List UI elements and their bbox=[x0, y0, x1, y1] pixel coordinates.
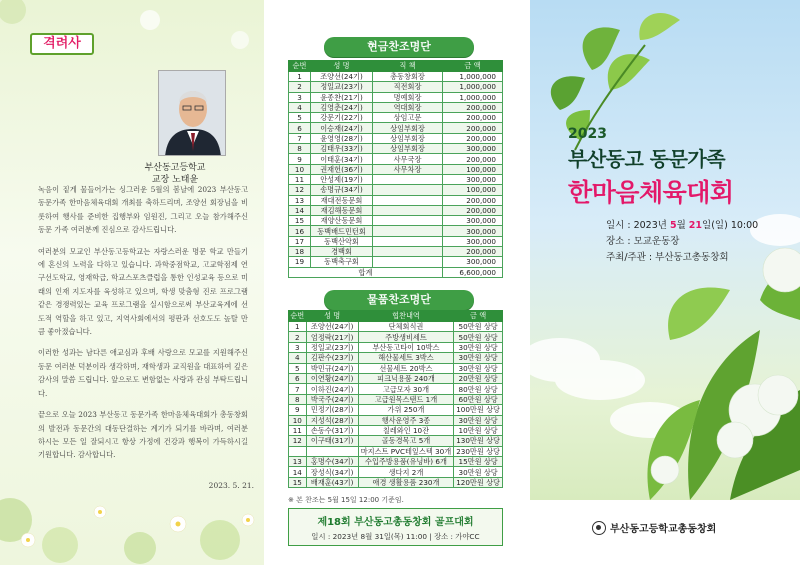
cash-donor-table bbox=[288, 60, 503, 278]
table-cell: 200,000 bbox=[443, 154, 503, 164]
column-header: 순번 bbox=[289, 61, 311, 72]
event-info bbox=[606, 218, 758, 266]
table-cell: 해산물세트 3박스 bbox=[358, 353, 454, 363]
event-title-line1: 부산동고 동문가족 bbox=[568, 147, 726, 171]
table-cell: 9 bbox=[289, 405, 307, 415]
table-cell: 30만원 상당 bbox=[454, 363, 503, 373]
total-value: 6,600,000 bbox=[443, 267, 503, 277]
table-cell: 정일교(23기) bbox=[306, 342, 358, 352]
table-cell: 50만원 상당 bbox=[454, 332, 503, 342]
table-row bbox=[289, 415, 503, 425]
table-cell: 80만원 상당 bbox=[454, 384, 503, 394]
event-year: 2023 bbox=[568, 126, 607, 142]
table-cell: 16 bbox=[289, 226, 311, 236]
table-cell: 11 bbox=[289, 174, 311, 184]
table-cell: 조양선(24기) bbox=[306, 322, 358, 332]
event-date-day: 21 bbox=[688, 220, 703, 231]
table-row bbox=[289, 247, 503, 257]
event-venue: 장소 : 모교운동장 bbox=[606, 236, 680, 247]
table-cell bbox=[373, 195, 443, 205]
golf-event-box bbox=[288, 508, 503, 546]
table-cell: 20만원 상당 bbox=[454, 373, 503, 383]
greeting-paragraph: 끝으로 오늘 2023 부산동고 동문가족 한마음체육대회가 총동창회의 발전과 동문간의 대동단결하는 계기가 되기를 바라며, 여러분 하시는 모든 일 잘되시고 항상 가정에 건강과 행복이 가득하시길 기원합니다. 감사합니다. bbox=[38, 410, 248, 460]
table-cell: 민정기(28기) bbox=[306, 405, 358, 415]
table-cell: 200,000 bbox=[443, 195, 503, 205]
greeting-date: 2023. 5. 21. bbox=[208, 481, 254, 490]
table-cell: 피크닉용품 240개 bbox=[358, 373, 454, 383]
table-total-row bbox=[289, 267, 503, 277]
donor-panel bbox=[265, 0, 530, 565]
table-row bbox=[289, 205, 503, 215]
table-cell: 애경 생활용품 230개 bbox=[358, 477, 454, 487]
cash-donor-title: 현금찬조명단 bbox=[324, 37, 474, 57]
table-cell: 8 bbox=[289, 394, 307, 404]
golf-detail: 일시 : 2023년 8월 31일(목) 11:00 | 장소 : 가야CC bbox=[311, 532, 480, 541]
table-cell: 박국주(24기) bbox=[306, 394, 358, 404]
table-row bbox=[289, 133, 503, 143]
table-cell: 안성제(19기) bbox=[311, 174, 373, 184]
table-cell: 7 bbox=[289, 133, 311, 143]
greeting-paragraph: 이러한 성과는 남다른 애교심과 후배 사랑으로 모교를 지원해주신 동문 여러분 덕분이라 생각하며, 재학생과 교직원을 대표하여 깊은 감사의 말씀 드립니다. 앞으로도 변함없는 사랑과 관심 부탁드립니다. bbox=[38, 348, 248, 398]
table-cell: 단체회식권 bbox=[358, 322, 454, 332]
golf-title: 제18회 부산동고총동창회 골프대회 bbox=[317, 517, 474, 528]
column-header: 금 액 bbox=[454, 311, 503, 322]
table-cell: 30만원 상당 bbox=[454, 353, 503, 363]
table-cell: 홍명수(34기) bbox=[306, 457, 358, 467]
table-cell: 15만원 상당 bbox=[454, 457, 503, 467]
table-cell: 10 bbox=[289, 415, 307, 425]
column-header: 직 책 bbox=[373, 61, 443, 72]
table-cell: 13 bbox=[289, 457, 307, 467]
table-row bbox=[289, 164, 503, 174]
table-row bbox=[289, 384, 503, 394]
table-cell: 마지스트 PVC테잎스텍 30개 bbox=[358, 446, 454, 456]
table-cell: 박민규(24기) bbox=[306, 363, 358, 373]
table-cell: 60만원 상당 bbox=[454, 394, 503, 404]
table-cell: 200,000 bbox=[443, 102, 503, 112]
table-cell: 김태우(33기) bbox=[311, 144, 373, 154]
event-date-suffix: 일(일) 10:00 bbox=[702, 220, 759, 231]
table-cell: 경백회 bbox=[311, 247, 373, 257]
table-cell: 상임부회장 bbox=[373, 123, 443, 133]
goods-donor-title: 물품찬조명단 bbox=[324, 290, 474, 310]
table-row bbox=[289, 174, 503, 184]
table-cell: 송명규(34기) bbox=[311, 185, 373, 195]
table-row bbox=[289, 154, 503, 164]
table-row bbox=[289, 457, 503, 467]
goods-donor-table bbox=[288, 310, 503, 488]
table-cell: 1,000,000 bbox=[443, 72, 503, 82]
table-cell: 재김해동문회 bbox=[311, 205, 373, 215]
table-cell: 엄정락(21기) bbox=[306, 332, 358, 342]
table-row bbox=[289, 195, 503, 205]
table-cell bbox=[289, 446, 307, 456]
table-cell: 10 bbox=[289, 164, 311, 174]
column-header: 순번 bbox=[290, 311, 305, 320]
table-cell: 10만원 상당 bbox=[454, 425, 503, 435]
table-cell: 1,000,000 bbox=[443, 82, 503, 92]
table-row bbox=[289, 373, 503, 383]
event-date bbox=[606, 218, 758, 234]
table-cell: 김영춘(24기) bbox=[311, 102, 373, 112]
table-cell: 수입주방용품(유닝바) 6개 bbox=[358, 457, 454, 467]
table-cell: 윤종찬(21기) bbox=[311, 92, 373, 102]
table-cell: 이승재(24기) bbox=[311, 123, 373, 133]
table-row bbox=[289, 102, 503, 112]
table-row bbox=[289, 353, 503, 363]
table-cell: 4 bbox=[289, 353, 307, 363]
greeting-body bbox=[38, 183, 248, 470]
table-cell: 12 bbox=[289, 185, 311, 195]
table-cell: 12 bbox=[289, 436, 307, 446]
table-cell: 30만원 상당 bbox=[454, 467, 503, 477]
table-cell: 재양산동문회 bbox=[311, 216, 373, 226]
table-row bbox=[289, 226, 503, 236]
table-cell: 130만원 상당 bbox=[454, 436, 503, 446]
table-cell: 4 bbox=[289, 102, 311, 112]
table-cell: 칠레와인 10잔 bbox=[358, 425, 454, 435]
table-cell: 골동경목고 5개 bbox=[358, 436, 454, 446]
table-cell: 생다지 2개 bbox=[358, 467, 454, 477]
table-cell: 9 bbox=[289, 154, 311, 164]
table-cell: 고급모자 30개 bbox=[358, 384, 454, 394]
table-cell: 3 bbox=[289, 342, 307, 352]
table-row bbox=[289, 236, 503, 246]
greeting-panel bbox=[0, 0, 264, 565]
table-cell: 손동수(31기) bbox=[306, 425, 358, 435]
table-row bbox=[289, 185, 503, 195]
table-cell: 300,000 bbox=[443, 236, 503, 246]
table-cell: 300,000 bbox=[443, 144, 503, 154]
column-header: 금 액 bbox=[443, 61, 503, 72]
table-row bbox=[289, 477, 503, 487]
table-cell bbox=[373, 174, 443, 184]
table-cell: 김판수(23기) bbox=[306, 353, 358, 363]
table-cell: 명예회장 bbox=[373, 92, 443, 102]
table-cell: 이태훈(34기) bbox=[311, 154, 373, 164]
table-cell: 행사운영주 3종 bbox=[358, 415, 454, 425]
greeting-paragraph: 여러분의 모교인 부산동고등학교는 자랑스러운 명문 학교 만들기에 혼신의 노력을 다하고 있습니다. 과학중점학교, 고교학점제 연구선도학교, 영재학급, 학교스포츠클럽을 통한 인성교육 등으로 미래의 인재 지도자를 육성하고 있으며, 학생 맞춤형 진로 프로그램 같은 경쟁력있는 교육 프로그램을 실시함으로써 부산교육계에 선도적 역할을 하고 있고, 지역사회에서의 평판과 선호도도 높탈 만큼 좋아졌습니다. bbox=[38, 246, 248, 337]
table-cell bbox=[373, 185, 443, 195]
table-cell: 동백축구회 bbox=[311, 257, 373, 267]
table-header-row bbox=[289, 311, 503, 322]
table-cell: 상임부회장 bbox=[373, 133, 443, 143]
table-cell: 200,000 bbox=[443, 133, 503, 143]
school-name: 부산동고등학교 bbox=[144, 163, 206, 173]
table-cell: 이하진(24기) bbox=[306, 384, 358, 394]
table-cell: 사무국장 bbox=[373, 154, 443, 164]
table-cell: 고급원목스탠드 1개 bbox=[358, 394, 454, 404]
table-cell: 조양선(24기) bbox=[311, 72, 373, 82]
table-row bbox=[289, 342, 503, 352]
table-cell: 200,000 bbox=[443, 247, 503, 257]
column-header: 성 명 bbox=[311, 61, 373, 72]
table-row bbox=[289, 394, 503, 404]
table-cell bbox=[373, 247, 443, 257]
event-host: 주최/주관 : 부산동고총동창회 bbox=[606, 252, 729, 263]
total-label: 합계 bbox=[289, 267, 443, 277]
table-cell: 부산동고타이 10박스 bbox=[358, 342, 454, 352]
table-cell: 사무차장 bbox=[373, 164, 443, 174]
table-row bbox=[289, 467, 503, 477]
table-cell: 선물세트 20박스 bbox=[358, 363, 454, 373]
table-cell: 윤영영(28기) bbox=[311, 133, 373, 143]
table-cell: 100,000 bbox=[443, 185, 503, 195]
table-cell: 직전회장 bbox=[373, 82, 443, 92]
greeting-paragraph: 녹음이 짙게 물들어가는 싱그러운 5월의 봄날에 2023 부산동고 동문가족 한마음체육대회 개최를 축하드리며, 조양선 회장님을 비롯하여 행사를 준비한 집행부와 임원진, 그리고 오늘 참가해주신 동문 가족 여러분께 진심으로 감사드립니다. bbox=[38, 185, 248, 235]
table-row bbox=[289, 257, 503, 267]
table-row bbox=[289, 113, 503, 123]
table-cell: 동백산악회 bbox=[311, 236, 373, 246]
table-cell: 230만원 상당 bbox=[454, 446, 503, 456]
table-cell: 5 bbox=[289, 113, 311, 123]
table-cell: 상임부회장 bbox=[373, 144, 443, 154]
table-row bbox=[289, 446, 503, 456]
table-row bbox=[289, 405, 503, 415]
table-cell: 18 bbox=[289, 247, 311, 257]
table-row bbox=[289, 436, 503, 446]
footer-org-name: 부산동고등학교총동창회 bbox=[610, 524, 717, 535]
table-cell: 30만원 상당 bbox=[454, 342, 503, 352]
column-header: 성 명 bbox=[306, 311, 358, 322]
table-cell: 동백배드민턴회 bbox=[311, 226, 373, 236]
cover-panel bbox=[530, 0, 800, 565]
event-date-prefix: 일시 : 2023년 bbox=[606, 220, 670, 231]
table-cell: 권재헌(36기) bbox=[311, 164, 373, 174]
school-seal-icon bbox=[592, 521, 606, 535]
table-cell: 장성식(34기) bbox=[306, 467, 358, 477]
table-header-row bbox=[289, 61, 503, 72]
event-date-month: 5 bbox=[669, 220, 677, 231]
table-cell: 300,000 bbox=[443, 174, 503, 184]
table-cell: 200,000 bbox=[443, 113, 503, 123]
table-cell: 30만원 상당 bbox=[454, 415, 503, 425]
table-cell: 300,000 bbox=[443, 226, 503, 236]
table-cell bbox=[373, 236, 443, 246]
table-cell: 13 bbox=[289, 195, 311, 205]
principal-name: 교장 노태윤 bbox=[151, 175, 199, 185]
table-cell: 300,000 bbox=[443, 257, 503, 267]
table-cell: 배재훈(43기) bbox=[306, 477, 358, 487]
footer-organization bbox=[592, 520, 716, 535]
table-cell: 15 bbox=[289, 477, 307, 487]
table-cell: 이연황(24기) bbox=[306, 373, 358, 383]
principal-portrait bbox=[158, 70, 226, 156]
table-cell: 재대전동문회 bbox=[311, 195, 373, 205]
table-cell: 2 bbox=[289, 332, 307, 342]
table-cell: 100만원 상당 bbox=[454, 405, 503, 415]
table-cell: 200,000 bbox=[443, 123, 503, 133]
table-cell: 주방생비세트 bbox=[358, 332, 454, 342]
table-cell bbox=[373, 216, 443, 226]
event-title-line2: 한마음체육대회 bbox=[568, 178, 734, 207]
table-cell: 1 bbox=[289, 322, 307, 332]
table-row bbox=[289, 82, 503, 92]
table-row bbox=[289, 216, 503, 226]
cash-table-body bbox=[289, 72, 503, 278]
table-row bbox=[289, 144, 503, 154]
table-cell: 17 bbox=[289, 236, 311, 246]
table-cell: 가위 250개 bbox=[358, 405, 454, 415]
table-cell: 7 bbox=[289, 384, 307, 394]
table-cell bbox=[373, 226, 443, 236]
column-header: 협찬내역 bbox=[358, 311, 454, 322]
greeting-tag: 격려사 bbox=[30, 33, 94, 55]
table-cell: 5 bbox=[289, 363, 307, 373]
table-cell: 1 bbox=[289, 72, 311, 82]
table-cell: 1,000,000 bbox=[443, 92, 503, 102]
table-cell: 50만원 상당 bbox=[454, 322, 503, 332]
table-row bbox=[289, 425, 503, 435]
table-cell: 15 bbox=[289, 216, 311, 226]
table-cell: 지성석(28기) bbox=[306, 415, 358, 425]
table-cell: 총동창회장 bbox=[373, 72, 443, 82]
table-row bbox=[289, 322, 503, 332]
table-row bbox=[289, 92, 503, 102]
table-cell: 3 bbox=[289, 92, 311, 102]
table-row bbox=[289, 123, 503, 133]
table-cell: 14 bbox=[289, 467, 307, 477]
table-cell: 정일교(23기) bbox=[311, 82, 373, 92]
table-row bbox=[289, 332, 503, 342]
table-cell bbox=[306, 446, 358, 456]
table-cell: 14 bbox=[289, 205, 311, 215]
table-row bbox=[289, 363, 503, 373]
table-cell: 100,000 bbox=[443, 164, 503, 174]
table-cell: 11 bbox=[289, 425, 307, 435]
table-cell: 상임고문 bbox=[373, 113, 443, 123]
table-cell bbox=[373, 257, 443, 267]
table-row bbox=[289, 72, 503, 82]
table-cell: 120만원 상당 bbox=[454, 477, 503, 487]
event-date-mid: 월 bbox=[676, 220, 689, 231]
table-cell: 8 bbox=[289, 144, 311, 154]
table-cell bbox=[373, 205, 443, 215]
table-cell: 이구태(31기) bbox=[306, 436, 358, 446]
table-cell: 6 bbox=[289, 123, 311, 133]
table-cell: 강문기(22기) bbox=[311, 113, 373, 123]
donation-note: ※ 본 찬조는 5월 15일 12:00 기준임. bbox=[288, 496, 404, 504]
table-cell: 19 bbox=[289, 257, 311, 267]
table-cell: 200,000 bbox=[443, 205, 503, 215]
goods-table-body bbox=[289, 322, 503, 488]
table-cell: 300,000 bbox=[443, 216, 503, 226]
table-cell: 역대회장 bbox=[373, 102, 443, 112]
table-cell: 2 bbox=[289, 82, 311, 92]
table-cell: 6 bbox=[289, 373, 307, 383]
